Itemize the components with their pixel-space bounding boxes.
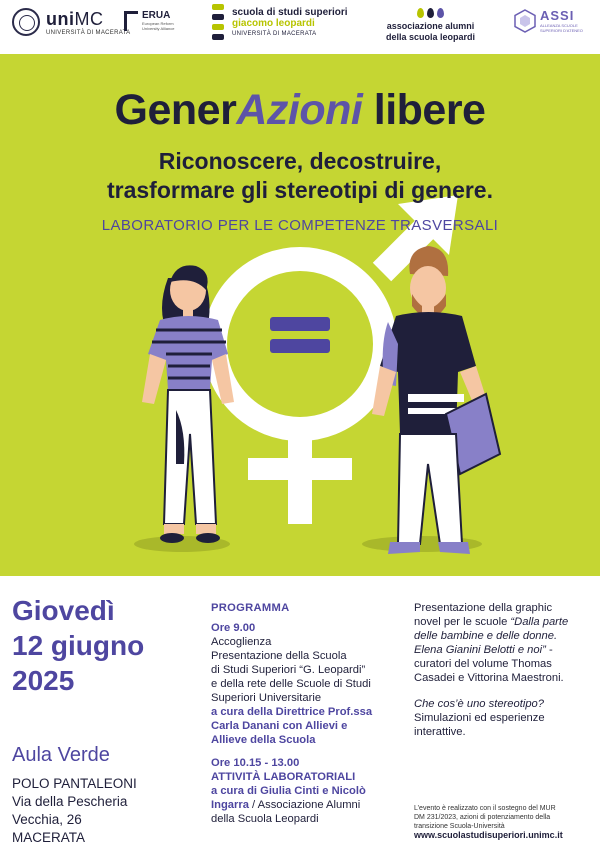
lab-label: LABORATORIO PER LE COMPETENZE TRASVERSALI bbox=[101, 217, 499, 234]
hero-band bbox=[0, 54, 600, 576]
event-date: Giovedì 12 giugno 2025 bbox=[12, 595, 145, 696]
assi-logo: ASSI ALLEANZA SCUOLE SUPERIORI D'ATENEO bbox=[514, 8, 588, 33]
program-column: PROGRAMMA Ore 9.00 Accoglienza Presentazione della Scuola di Studi Superiori “G. Leopardi” e della rete delle Scuole di Studi Superiori Universitarie a cura della Direttrice Prof.ssa Carla Danani con Allievi e Allieve della Scuola Ore 10.15 - 13.00 ATTIVITÀ LABORATORIALI a cura di Giulia Cinti e Nicolò Ingarra / Associazione Alumni della Scuola Leopardi bbox=[211, 601, 407, 826]
assi-hexagon-icon bbox=[514, 9, 536, 33]
program-heading: PROGRAMMA bbox=[211, 602, 290, 614]
scuola-bars-icon bbox=[212, 4, 224, 40]
logo-header bbox=[0, 0, 600, 52]
event-title: GenerAzioni libere bbox=[114, 86, 486, 134]
program-time-2: Ore 10.15 - 13.00 bbox=[211, 757, 300, 769]
erua-logo: ERUA European Reform University Alliance bbox=[124, 10, 190, 31]
description-column: Presentazione della graphic novel per le scuole “Dalla parte delle bambine e delle donne. Elena Gianini Belotti e noi” - curatori del volume Thomas Casadei e Vittorina Maestroni. Che cos’è uno stereotipo? Simulazioni ed esperienze interattive. bbox=[414, 602, 569, 738]
university-seal-icon bbox=[12, 8, 40, 36]
venue-address: POLO PANTALEONI Via della Pescheria Vecchia, 26 MACERATA bbox=[12, 776, 137, 845]
erua-mark-icon bbox=[124, 11, 138, 31]
funding-footnote: L’evento è realizzato con il sostegno del MUR DM 231/2023, azioni di potenziamento della transizione Scuola-Università bbox=[414, 805, 556, 830]
event-subtitle: Riconoscere, decostruire, trasformare gli stereotipi di genere. bbox=[106, 148, 493, 203]
unimc-logo: uniMC UNIVERSITÀ DI MACERATA bbox=[12, 8, 130, 36]
website-link[interactable]: www.scuolastudisuperiori.unimc.it bbox=[414, 830, 563, 840]
room-name: Aula Verde bbox=[12, 744, 110, 766]
alumni-drops-icon bbox=[417, 8, 444, 18]
man-figure-icon bbox=[372, 246, 500, 554]
scuola-leopardi-logo: scuola di studi superiori giacomo leopardi UNIVERSITÀ DI MACERATA bbox=[212, 4, 348, 40]
associazione-alumni-logo: associazione alumni della scuola leopardi bbox=[386, 8, 475, 43]
program-time-1: Ore 9.00 bbox=[211, 622, 256, 634]
